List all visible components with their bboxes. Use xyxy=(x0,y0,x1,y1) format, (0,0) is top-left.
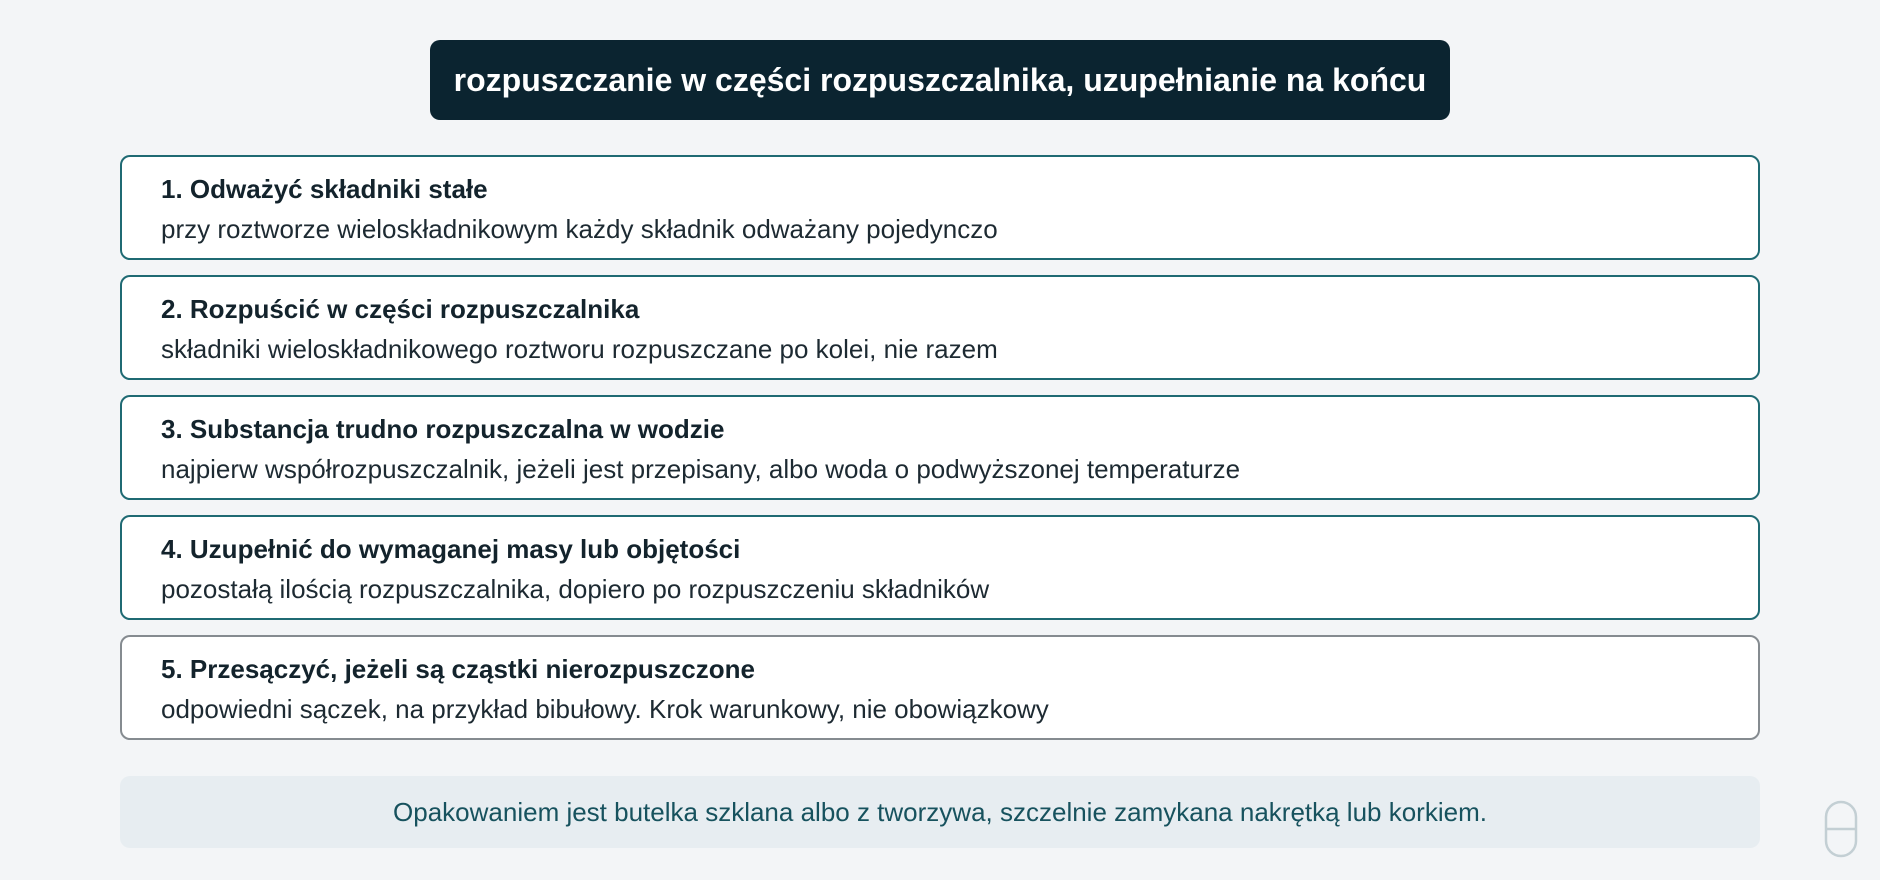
step-list xyxy=(120,155,1760,755)
step-card-1 xyxy=(120,155,1760,260)
capsule-icon xyxy=(1824,800,1858,858)
step-card-2 xyxy=(120,275,1760,380)
step-description: składniki wieloskładnikowego roztworu rozpuszczane po kolei, nie razem xyxy=(161,334,998,364)
step-card-5 xyxy=(120,635,1760,740)
step-description: przy roztworze wieloskładnikowym każdy składnik odważany pojedynczo xyxy=(161,214,998,244)
step-card-4 xyxy=(120,515,1760,620)
step-card-3 xyxy=(120,395,1760,500)
step-title: 3. Substancja trudno rozpuszczalna w wodzie xyxy=(161,414,725,444)
step-title: 1. Odważyć składniki stałe xyxy=(161,174,488,204)
packaging-note: Opakowaniem jest butelka szklana albo z tworzywa, szczelnie zamykana nakrętką lub korkiem. xyxy=(120,776,1760,848)
step-description: pozostałą ilością rozpuszczalnika, dopiero po rozpuszczeniu składników xyxy=(161,574,990,604)
step-title: 4. Uzupełnić do wymaganej masy lub objętości xyxy=(161,534,741,564)
diagram-title: rozpuszczanie w części rozpuszczalnika, uzupełnianie na końcu xyxy=(430,40,1450,120)
step-title: 2. Rozpuścić w części rozpuszczalnika xyxy=(161,294,640,324)
step-description: najpierw współrozpuszczalnik, jeżeli jest przepisany, albo woda o podwyższonej temperaturze xyxy=(161,454,1241,484)
step-title: 5. Przesączyć, jeżeli są cząstki nierozpuszczone xyxy=(161,654,755,684)
step-description: odpowiedni sączek, na przykład bibułowy. Krok warunkowy, nie obowiązkowy xyxy=(161,694,1049,724)
